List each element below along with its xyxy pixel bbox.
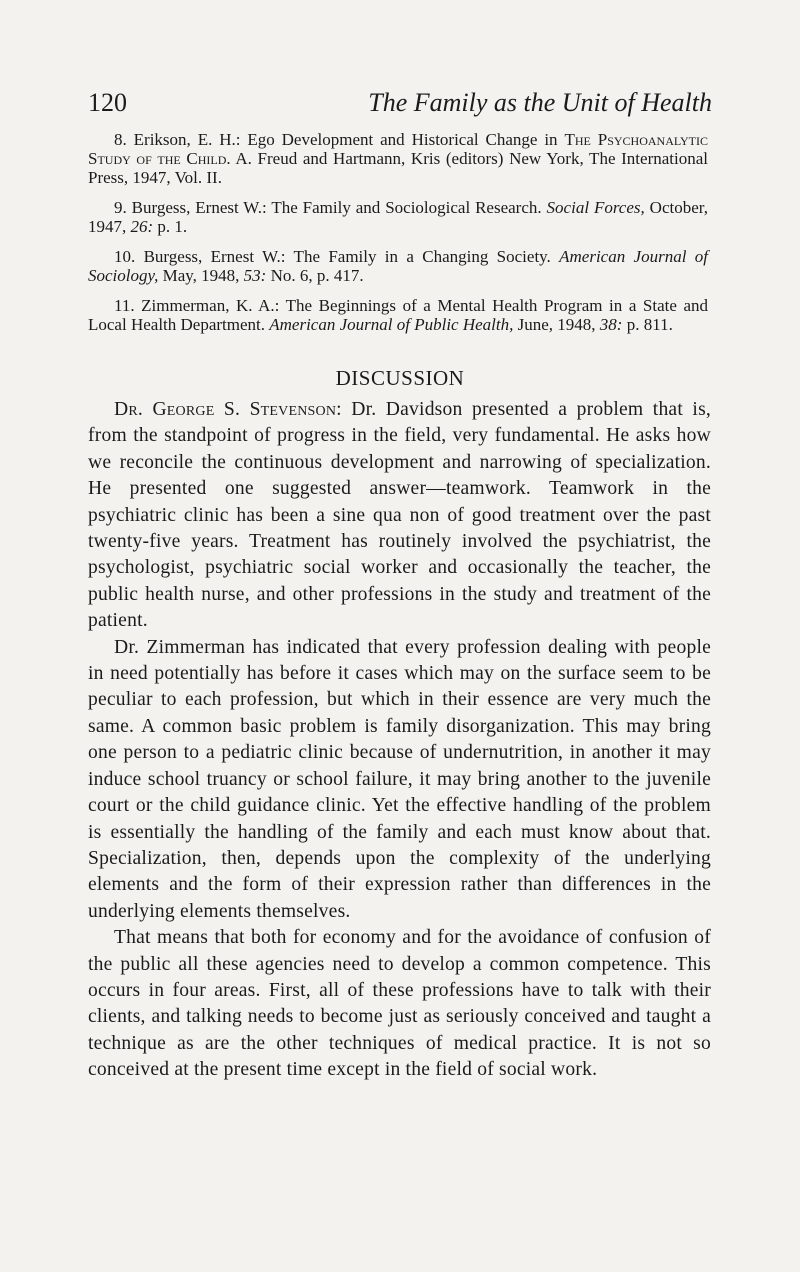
reference-number: 10.	[114, 247, 136, 266]
speaker-name: Dr. George S. Stevenson:	[114, 399, 342, 420]
reference-text: Burgess, Ernest W.: The Family and Sociological Research.	[131, 198, 547, 217]
reference-text: June, 1948,	[513, 315, 600, 334]
body-paragraph	[88, 397, 711, 635]
page-header	[88, 88, 712, 124]
body-paragraph: Dr. Zimmerman has indicated that every profession dealing with people in need potentially has before it cases which may on the surface seem to be peculiar to each profession, but which in their essence are very much the same. A common basic problem is family disorganization. This may bring one person to a pediatric clinic because of undernutrition, in another it may induce school truancy or school failure, it may bring another to the juvenile court or the child guidance clinic. Yet the effective handling of the problem is essentially the handling of the family and each must know about that. Specialization, then, depends upon the complexity of the underlying elements and the form of their expression rather than differences in the underlying elements themselves.	[88, 636, 711, 922]
reference-number: 8.	[114, 130, 127, 149]
reference-text: A. Freud and Hartmann, Kris (editors) New York, The International Press, 1947, Vol. II.	[88, 149, 708, 187]
reference-text: p. 1.	[153, 217, 188, 236]
reference-list	[88, 130, 708, 345]
paragraph-text: Dr. Davidson presented a problem that is, from the standpoint of progress in the field, very fundamental. He asks how we reconcile the continuous development and narrowing of specialization. He presented one suggested answer—teamwork. Teamwork in the psychiatric clinic has been a sine qua non of good treatment over the past twenty-five years. Treatment has routinely involved the psychiatrist, the psychologist, psychiatric social worker and occasionally the teacher, the public health nurse, and other professions in the study and treatment of the patient.	[88, 399, 712, 632]
reference-number: 11.	[114, 296, 135, 315]
reference-item	[88, 296, 708, 334]
section-heading: DISCUSSION	[335, 366, 465, 390]
reference-item	[88, 198, 708, 236]
reference-volume: 53:	[243, 266, 267, 285]
reference-journal: Social Forces,	[546, 198, 645, 217]
reference-text: May, 1948,	[158, 266, 244, 285]
reference-text: Erikson, E. H.: Ego Development and Historical Change in	[133, 130, 565, 149]
running-title: The Family as the Unit of Health	[368, 88, 712, 117]
reference-text: No. 6, p. 417.	[266, 266, 364, 285]
reference-text: Burgess, Ernest W.: The Family in a Changing Society.	[143, 247, 560, 266]
reference-item	[88, 130, 708, 187]
reference-item	[88, 247, 708, 285]
discussion-body	[88, 397, 711, 1084]
reference-journal: American Journal of Public Health,	[269, 315, 514, 334]
reference-journal: American Journal of Sociology,	[88, 247, 708, 285]
page-number: 120	[88, 88, 127, 117]
reference-text: October, 1947,	[88, 198, 709, 236]
reference-volume: 26:	[130, 217, 154, 236]
reference-number: 9.	[114, 198, 127, 217]
reference-series-title: The Psychoanalytic Study of the Child.	[88, 130, 709, 168]
reference-volume: 38:	[599, 315, 623, 334]
body-paragraph: That means that both for economy and for the avoidance of confusion of the public all these agencies need to develop a common competence. This occurs in four areas. First, all of these professions have to talk with their clients, and talking needs to become just as seriously conceived and taught a technique as are the other techniques of medical practice. It is not so conceived at the present time except in the field of social work.	[88, 927, 711, 1081]
reference-text: Zimmerman, K. A.: The Beginnings of a Mental Health Program in a State and Local Health Department.	[88, 296, 708, 334]
reference-text: p. 811.	[622, 315, 673, 334]
